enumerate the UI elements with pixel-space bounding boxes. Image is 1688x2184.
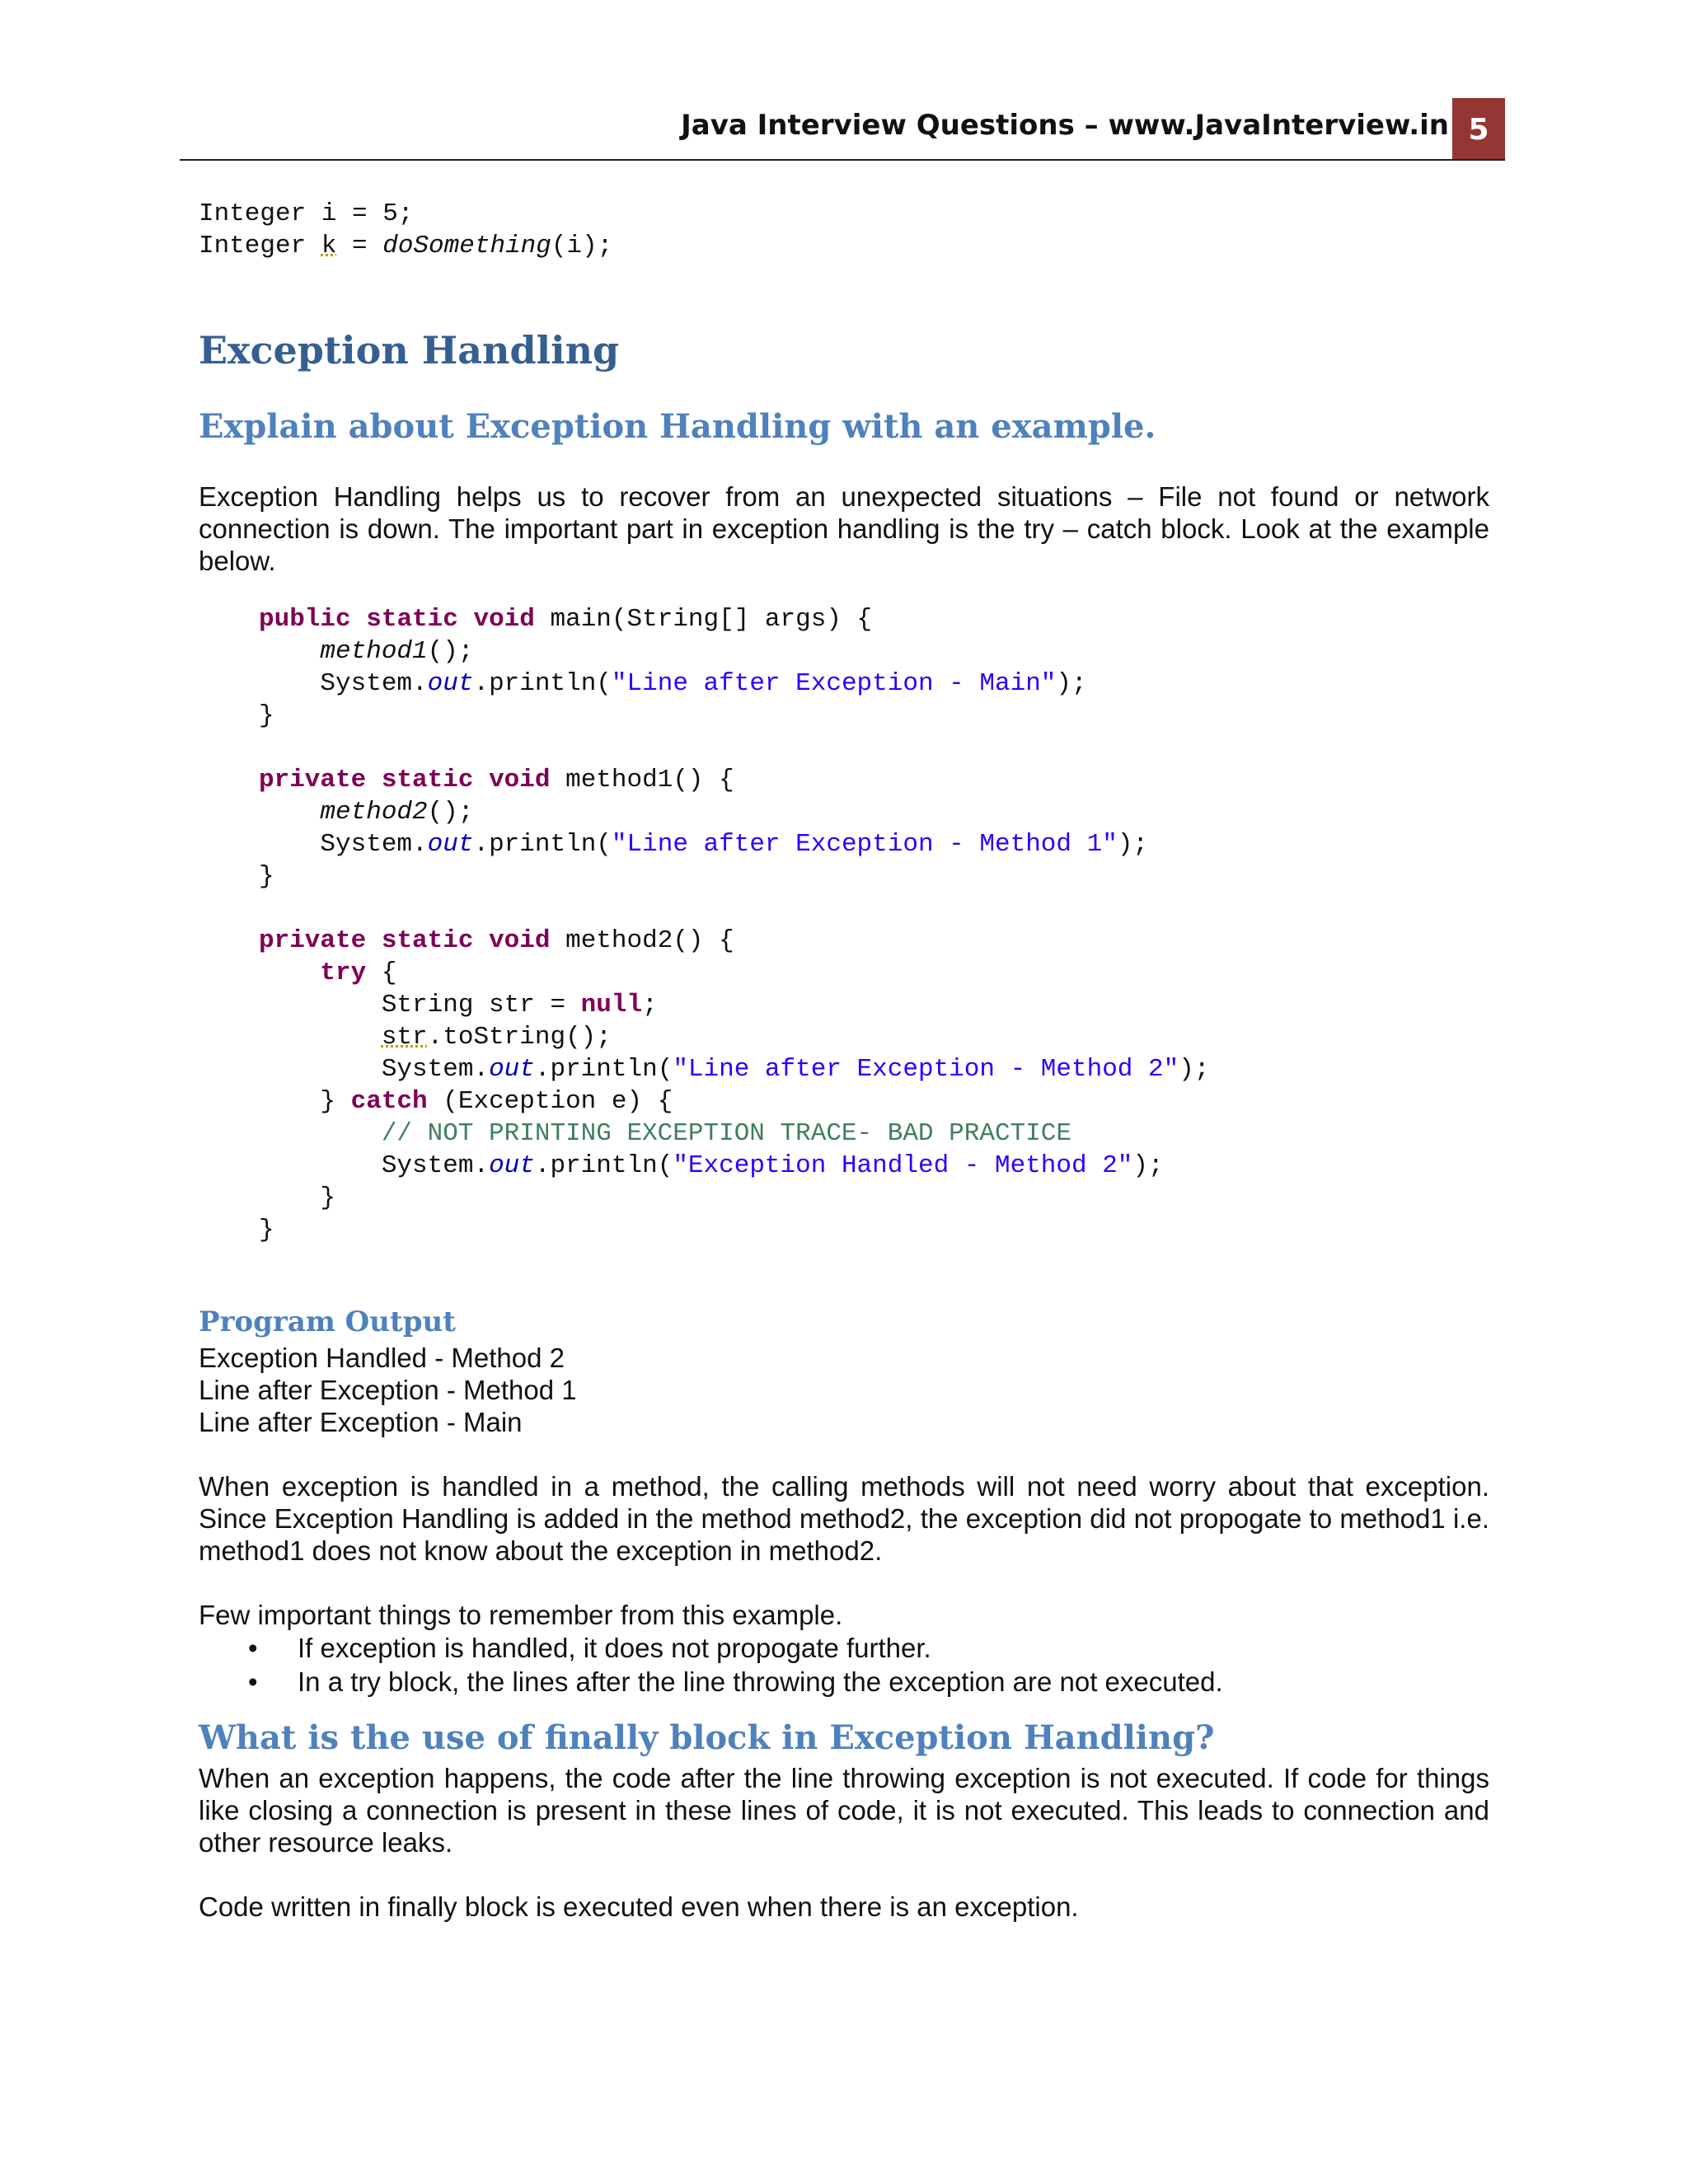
code-token: } xyxy=(259,1216,274,1244)
bullet-icon: • xyxy=(248,1633,258,1663)
code-token: { xyxy=(366,958,397,987)
code-token: ); xyxy=(1179,1055,1210,1084)
code-token: method2() { xyxy=(550,926,734,955)
code-token: System. xyxy=(320,830,428,859)
intro-paragraph: Exception Handling helps us to recover from an unexpected situations – File not found or network connection is down. The important part in exception handling is the try – catch block. Look at the example below. xyxy=(199,481,1489,576)
code-field: out xyxy=(489,1151,535,1180)
code-variable: k xyxy=(321,232,337,260)
code-token: System. xyxy=(320,669,428,698)
code-token: Integer xyxy=(199,232,321,260)
output-line: Line after Exception - Main xyxy=(199,1407,523,1437)
code-variable: str xyxy=(381,1023,428,1052)
code-token: System. xyxy=(381,1151,490,1180)
code-token: (); xyxy=(427,798,474,827)
output-heading: Program Output xyxy=(199,1305,456,1338)
finally-paragraph: When an exception happens, the code after the line throwing exception is not executed. If code for things like closing a connection is present in these lines of code, it is not executed. This leads to connection and other resource leaks. xyxy=(199,1763,1489,1858)
output-line: Exception Handled - Method 2 xyxy=(199,1343,565,1373)
list-item xyxy=(199,1665,1489,1699)
code-token: (); xyxy=(427,637,474,666)
code-token: .println( xyxy=(473,830,612,859)
list-item xyxy=(199,1631,1489,1665)
bullet-icon: • xyxy=(248,1666,258,1697)
code-method-call: method1 xyxy=(320,637,428,666)
code-token: } xyxy=(320,1087,351,1116)
code-token: } xyxy=(320,1183,336,1212)
code-comment: // NOT PRINTING EXCEPTION TRACE- BAD PRACTICE xyxy=(381,1119,1071,1148)
code-string: "Line after Exception - Main" xyxy=(611,669,1057,698)
code-token: (Exception e) { xyxy=(427,1087,673,1116)
code-keyword: catch xyxy=(350,1087,428,1116)
code-field: out xyxy=(427,669,474,698)
output-line: Line after Exception - Method 1 xyxy=(199,1375,577,1405)
list-item-text: In a try block, the lines after the line throwing the exception are not executed. xyxy=(298,1666,1223,1697)
code-string: "Exception Handled - Method 2" xyxy=(673,1151,1133,1180)
code-token: ); xyxy=(1132,1151,1164,1180)
finally-heading: What is the use of finally block in Exception Handling? xyxy=(199,1718,1215,1757)
finally-paragraph: Code written in finally block is executed even when there is an exception. xyxy=(199,1891,1079,1922)
code-token: } xyxy=(259,701,274,730)
code-field: out xyxy=(489,1055,535,1084)
code-token: .println( xyxy=(534,1055,673,1084)
explanation-paragraph: When exception is handled in a method, the calling methods will not need worry about that exception. Since Exception Handling is added in the method method2, the exception did not propogate to method1 i.e. method1 does not know about the exception in method2. xyxy=(199,1471,1489,1566)
code-method-call: method2 xyxy=(320,798,428,827)
code-string: "Line after Exception - Method 2" xyxy=(673,1055,1179,1084)
code-line xyxy=(199,232,612,260)
page-header-title: Java Interview Questions – www.JavaInterview.in xyxy=(681,109,1449,142)
code-keyword: void xyxy=(489,926,551,955)
code-token: = xyxy=(336,232,383,260)
code-token: main(String[] args) { xyxy=(534,605,873,634)
code-line: Integer i = 5; xyxy=(199,199,414,228)
code-token: .println( xyxy=(534,1151,673,1180)
code-keyword: static xyxy=(381,766,474,794)
code-keyword: static xyxy=(381,926,474,955)
question-heading: Explain about Exception Handling with an example. xyxy=(199,407,1156,446)
header-divider xyxy=(180,159,1505,161)
code-keyword: public xyxy=(259,605,351,634)
top-code-block xyxy=(199,198,1489,262)
code-keyword: try xyxy=(320,958,367,987)
page-content xyxy=(199,198,1489,1923)
code-token: .toString(); xyxy=(427,1023,612,1052)
code-token: method1() { xyxy=(550,766,734,794)
section-heading: Exception Handling xyxy=(199,328,620,373)
remember-list xyxy=(199,1631,1489,1699)
code-method-call: doSomething xyxy=(382,232,551,260)
code-token: (i); xyxy=(551,232,613,260)
page-number-badge: 5 xyxy=(1452,98,1505,161)
code-token: ; xyxy=(642,991,658,1019)
code-keyword: void xyxy=(489,766,551,794)
code-keyword: private xyxy=(259,766,367,794)
code-keyword: null xyxy=(580,991,643,1019)
output-lines xyxy=(199,1342,1489,1438)
code-token: ); xyxy=(1117,830,1149,859)
code-field: out xyxy=(427,830,474,859)
code-string: "Line after Exception - Method 1" xyxy=(611,830,1118,859)
remember-intro: Few important things to remember from this example. xyxy=(199,1600,843,1630)
code-keyword: private xyxy=(259,926,367,955)
example-code-block xyxy=(199,603,1489,1246)
code-token: } xyxy=(259,862,274,891)
code-token: ); xyxy=(1056,669,1087,698)
list-item-text: If exception is handled, it does not propogate further. xyxy=(298,1633,931,1663)
code-keyword: static xyxy=(366,605,458,634)
code-token: System. xyxy=(381,1055,490,1084)
code-keyword: void xyxy=(473,605,535,634)
code-token: .println( xyxy=(473,669,612,698)
code-token: String str = xyxy=(381,991,581,1019)
